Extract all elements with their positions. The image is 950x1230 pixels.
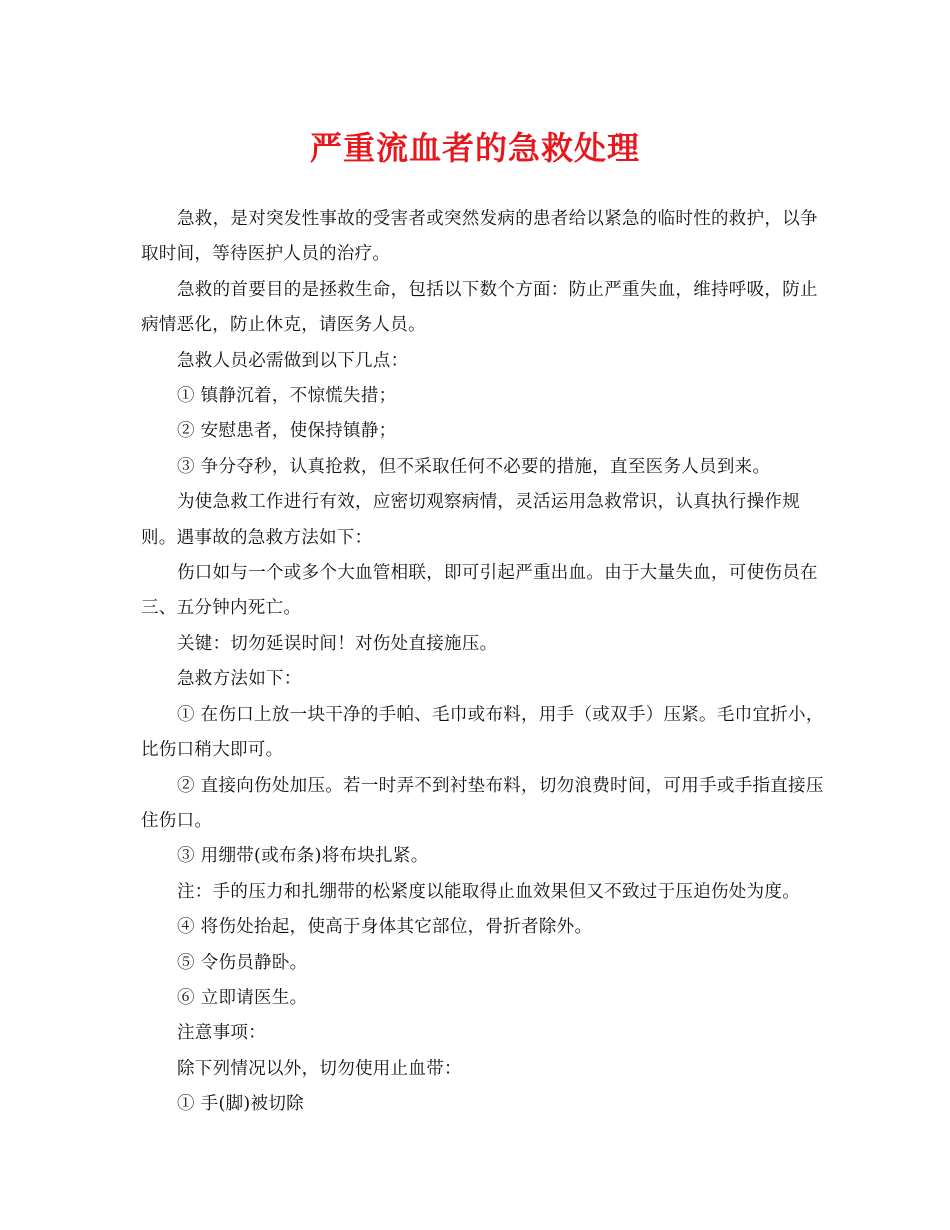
paragraph-methods-intro: 急救方法如下： (177, 669, 302, 690)
paragraph-effective-work: 为使急救工作进行有效，应密切观察病情，灵活运用急救常识，认真执行操作规则。遇事故的急救方法如下： (141, 492, 800, 548)
list-item-method-2: ② 直接向伤处加压。若一时弄不到衬垫布料，切勿浪费时间，可用手或手指直接压住伤口。 (141, 775, 824, 831)
paragraph-wound-bleeding: 伤口如与一个或多个大血管相联，即可引起严重出血。由于大量失血，可使伤员在三、五分钟内死亡。 (141, 563, 818, 619)
list-item-method-5: ⑤ 令伤员静卧。 (177, 952, 308, 973)
paragraph-intro-definition: 急救，是对突发性事故的受害者或突然发病的患者给以紧急的临时性的救护，以争取时间，等待医护人员的治疗。 (141, 209, 818, 265)
list-item-requirement-1: ① 镇静沉着，不惊慌失措； (177, 386, 397, 407)
list-item-method-4: ④ 将伤处抬起，使高于身体其它部位，骨折者除外。 (177, 917, 593, 938)
paragraph-primary-goal: 急救的首要目的是拯救生命，包括以下数个方面：防止严重失血，维持呼吸，防止病情恶化，防止休克，请医务人员。 (141, 279, 818, 336)
document-title: 严重流血者的急救处理 (309, 129, 640, 167)
document-body (141, 202, 831, 1123)
paragraph-key-point: 关键：切勿延误时间！对伤处直接施压。 (177, 633, 498, 654)
list-item-method-3: ③ 用绷带(或布条)将布块扎紧。 (177, 846, 429, 867)
list-item-method-1: ① 在伤口上放一块干净的手帕、毛巾或布料，用手（或双手）压紧。毛巾宜折小，比伤口稍大即可。 (141, 704, 824, 761)
paragraph-requirements-intro: 急救人员必需做到以下几点： (177, 350, 409, 371)
list-item-requirement-3: ③ 争分夺秒，认真抢救，但不采取任何不必要的措施，直至医务人员到来。 (177, 456, 771, 477)
paragraph-tourniquet-warning: 除下列情况以外，切勿使用止血带： (177, 1058, 462, 1079)
list-item-requirement-2: ② 安慰患者，使保持镇静； (177, 421, 397, 442)
paragraph-note: 注：手的压力和扎绷带的松紧度以能取得止血效果但又不致过于压迫伤处为度。 (177, 881, 800, 902)
list-item-method-6: ⑥ 立即请医生。 (177, 987, 308, 1008)
list-item-exception-1: ① 手(脚)被切除 (177, 1094, 304, 1115)
paragraph-precautions-heading: 注意事项： (177, 1023, 266, 1044)
